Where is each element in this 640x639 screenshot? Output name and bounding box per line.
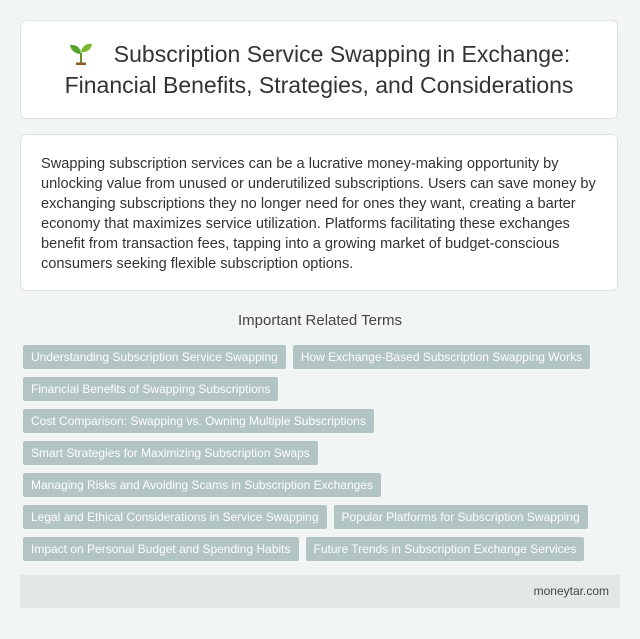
summary-text: Swapping subscription services can be a lucrative money-making opportunity by unlocking value from unused or underutilized subscriptions. Users can save money by exchanging subscriptions they no longer need for ones they want, creating a barter economy that maximizes service utilization. Platforms facilitating these exchanges benefit from transaction fees, tapping into a growing market of budget-conscious consumers seeking flexible subscription options.: [41, 156, 596, 272]
related-terms-list: [23, 345, 623, 569]
term-tag[interactable]: Cost Comparison: Swapping vs. Owning Multiple Subscriptions: [23, 409, 374, 433]
footer: [20, 575, 620, 608]
term-tag[interactable]: Future Trends in Subscription Exchange Services: [306, 537, 585, 561]
term-tag[interactable]: Impact on Personal Budget and Spending Habits: [23, 537, 299, 561]
term-tag[interactable]: How Exchange-Based Subscription Swapping Works: [293, 345, 590, 369]
term-tag[interactable]: Managing Risks and Avoiding Scams in Subscription Exchanges: [23, 473, 381, 497]
page-title: [39, 39, 599, 101]
term-tag[interactable]: Legal and Ethical Considerations in Service Swapping: [23, 505, 327, 529]
sprout-icon: [68, 41, 94, 65]
term-tag[interactable]: Understanding Subscription Service Swapping: [23, 345, 286, 369]
related-terms-heading: Important Related Terms: [238, 312, 402, 329]
footer-site-link[interactable]: moneytar.com: [533, 584, 609, 598]
term-tag[interactable]: Popular Platforms for Subscription Swapping: [334, 505, 588, 529]
term-tag[interactable]: Smart Strategies for Maximizing Subscription Swaps: [23, 441, 318, 465]
page-title-text: Subscription Service Swapping in Exchange: Financial Benefits, Strategies, and Considerations: [64, 40, 574, 98]
term-tag[interactable]: Financial Benefits of Swapping Subscriptions: [23, 377, 278, 401]
title-card: [20, 20, 618, 119]
summary-card: [20, 134, 618, 291]
